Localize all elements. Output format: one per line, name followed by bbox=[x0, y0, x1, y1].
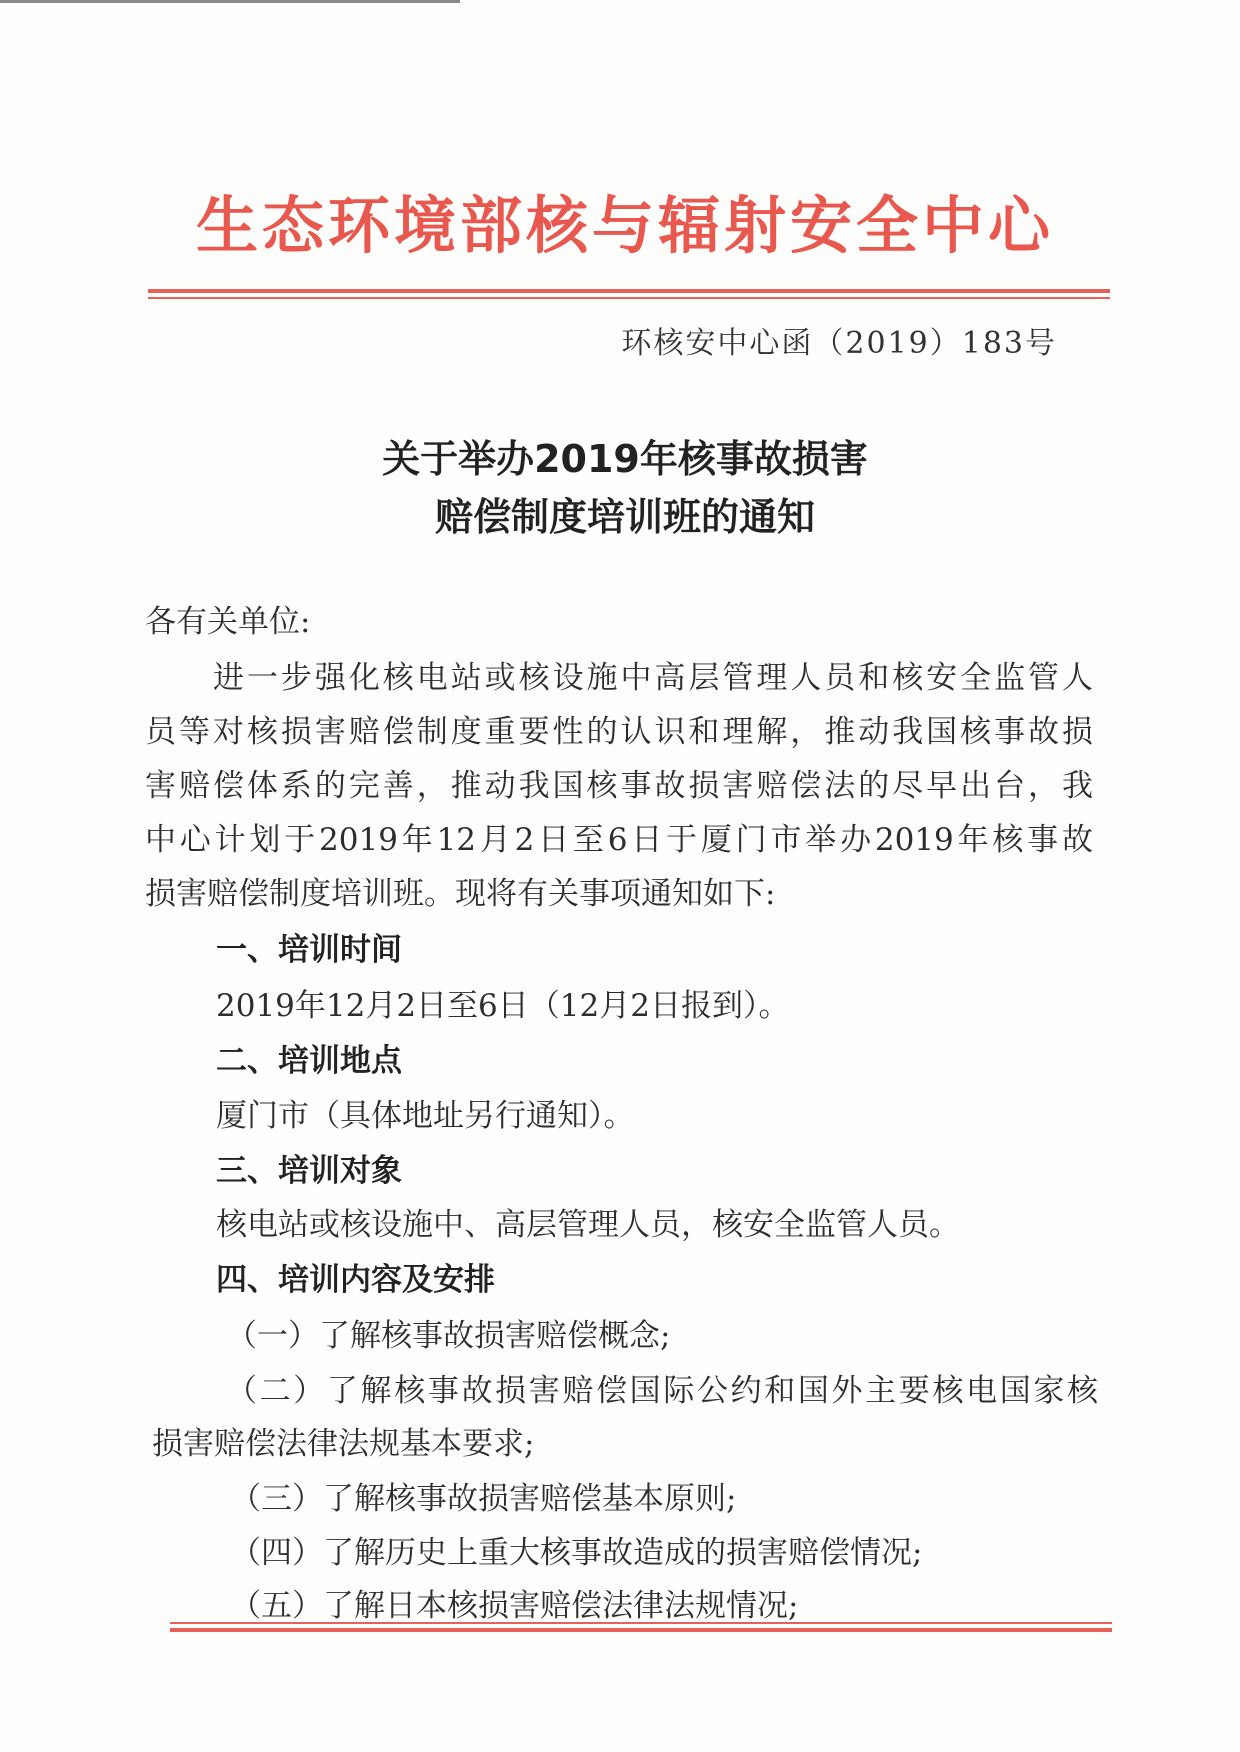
content-item-4: （四）了解历史上重大核事故造成的损害赔偿情况; bbox=[230, 1535, 923, 1571]
content-item-1: （一）了解核事故损害赔偿概念; bbox=[226, 1318, 671, 1354]
content-item-2-line-2: 损害赔偿法律法规基本要求; bbox=[152, 1426, 535, 1462]
footer-rule-thick bbox=[170, 1628, 1112, 1632]
letterhead-organization: 生态环境部核与辐射安全中心 bbox=[195, 189, 1054, 262]
section-content-participants: 核电站或核设施中、高层管理人员，核安全监管人员。 bbox=[216, 1207, 960, 1243]
intro-line-2: 员等对核损害赔偿制度重要性的认识和理解，推动我国核事故损 bbox=[145, 714, 1093, 750]
content-item-2-line-1: （二）了解核事故损害赔偿国际公约和国外主要核电国家核 bbox=[226, 1373, 1098, 1409]
section-heading-time: 一、培训时间 bbox=[216, 932, 402, 968]
section-heading-participants: 三、培训对象 bbox=[216, 1153, 402, 1189]
document-number: 环核安中心函（2019）183号 bbox=[621, 326, 1057, 361]
content-item-3: （三）了解核事故损害赔偿基本原则; bbox=[230, 1481, 737, 1517]
intro-line-1: 进一步强化核电站或核设施中高层管理人员和核安全监管人 bbox=[213, 660, 1093, 696]
scan-edge-mark bbox=[0, 0, 460, 3]
intro-line-3: 害赔偿体系的完善，推动我国核事故损害赔偿法的尽早出台，我 bbox=[145, 768, 1093, 804]
letterhead-rule-thick bbox=[148, 289, 1110, 293]
document-title-line-1: 关于举办2019年核事故损害 bbox=[382, 437, 868, 481]
section-heading-location: 二、培训地点 bbox=[216, 1043, 402, 1079]
section-content-time: 2019年12月2日至6日（12月2日报到）。 bbox=[216, 988, 790, 1024]
document-title-line-2: 赔偿制度培训班的通知 bbox=[434, 495, 815, 539]
letterhead-rule-thin bbox=[148, 297, 1110, 299]
content-item-5: （五）了解日本核损害赔偿法律法规情况; bbox=[230, 1588, 799, 1624]
salutation: 各有关单位: bbox=[145, 604, 311, 640]
section-content-location: 厦门市（具体地址另行通知）。 bbox=[216, 1098, 635, 1134]
section-heading-content: 四、培训内容及安排 bbox=[216, 1262, 495, 1298]
intro-line-5: 损害赔偿制度培训班。现将有关事项通知如下: bbox=[145, 876, 776, 912]
footer-rule-thin bbox=[170, 1622, 1112, 1624]
intro-line-4: 中心计划于2019年12月2日至6日于厦门市举办2019年核事故 bbox=[145, 822, 1093, 858]
